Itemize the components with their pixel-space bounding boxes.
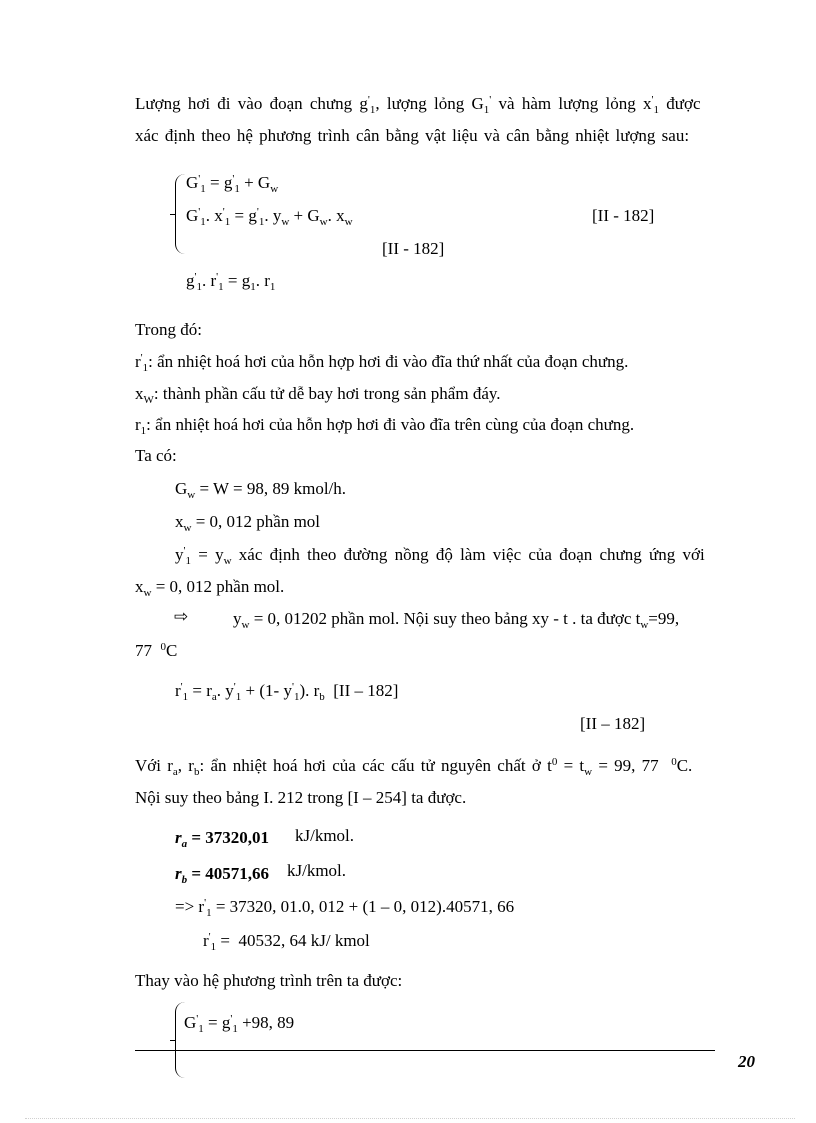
given-xw: $x_w = 0$, 012 phần mol — [175, 512, 321, 534]
latent-with-line-1: Với $r_a$, $r_b$: ẩn nhiệt hoá hơi của các cấu tử nguyên chất ở $t^0 = t_w = 99$, 77 $^0$C. — [135, 756, 693, 778]
substitute-heading: Thay vào hệ phương trình trên ta được: — [135, 971, 403, 990]
intro-line-2: xác định theo hệ phương trình cân bằng vật liệu và cân bằng nhiệt lượng sau: — [135, 126, 690, 145]
latent-formula: $r'_1 = r_a$. $y'_1 + (1-$ $y'_1$). $r_b$ [II – 182] — [175, 681, 399, 703]
latent-formula-reference: [II – 182] — [580, 714, 646, 733]
system-brace — [175, 174, 186, 254]
given-yw-line-2: 77 $^0$C — [135, 641, 178, 660]
value-rb-unit: kJ/kmol. — [287, 861, 347, 880]
footer-rule — [135, 1050, 715, 1051]
given-heading: Ta có: — [135, 446, 177, 465]
definition-r1-prime: $r'_1$: ẩn nhiệt hoá hơi của hỗn hợp hơi đi vào đĩa thứ nhất của đoạn chưng. — [135, 352, 629, 374]
substitute-eq-1: $G'_1 = g'_1 +98$, 89 — [184, 1013, 295, 1035]
page-bottom-dotted-line — [25, 1118, 795, 1119]
system-eq-2: $G'_1$. $x'_1 = g'_1$. $y_w + G_w$. $x_w$ — [186, 206, 353, 228]
implies-arrow-icon: ⇨ — [174, 607, 189, 627]
system-eq-3-reference: [II - 182] — [382, 239, 445, 258]
value-ra: $r_a = 37320,01$ — [175, 828, 270, 850]
system-eq-4: $g'_1$. $r'_1 = g_1$. $r_1$ — [186, 271, 276, 293]
definition-xw: $x_W$: thành phần cấu tử dễ bay hơi trong sản phẩm đáy. — [135, 384, 501, 406]
latent-with-line-2: Nội suy theo bảng I. 212 trong [I – 254] ta được. — [135, 788, 467, 807]
value-rb: $r_b = 40571,66$ — [175, 864, 270, 886]
intro-line-1: Lượng hơi đi vào đoạn chưng $g'_1$, lượng lỏng $G_1'$ và hàm lượng lỏng $x'_1$ được — [135, 94, 701, 116]
page-number: 20 — [738, 1052, 755, 1071]
given-y1-line-1: $y'_1 = y_w$ xác định theo đường nồng độ làm việc của đoạn chưng ứng với — [175, 545, 705, 567]
calc-line-2: $r'_1 = 40532$, 64 kJ/ kmol — [203, 931, 370, 953]
given-gw: $G_w = W = 98$, 89 kmol/h. — [175, 479, 347, 501]
given-yw-line-1: $y_w = 0$, 01202 phần mol. Nội suy theo bảng xy - t . ta được $t_w=99$, — [233, 609, 680, 631]
given-y1-line-2: $x_w = 0$, 012 phần mol. — [135, 577, 285, 599]
calc-line-1: => $r'_1 = 37320$, 01.0, 012 + (1 – 0, 012).40571, 66 — [175, 897, 515, 919]
system-eq-2-reference: [II - 182] — [592, 206, 655, 225]
value-ra-unit: kJ/kmol. — [295, 826, 355, 845]
where-heading: Trong đó: — [135, 320, 202, 339]
definition-r1: $r_1$: ẩn nhiệt hoá hơi của hỗn hợp hơi đi vào đĩa trên cùng của đoạn chưng. — [135, 415, 635, 437]
system-eq-1: $G'_1 = g'_1 + G_w$ — [186, 173, 279, 195]
